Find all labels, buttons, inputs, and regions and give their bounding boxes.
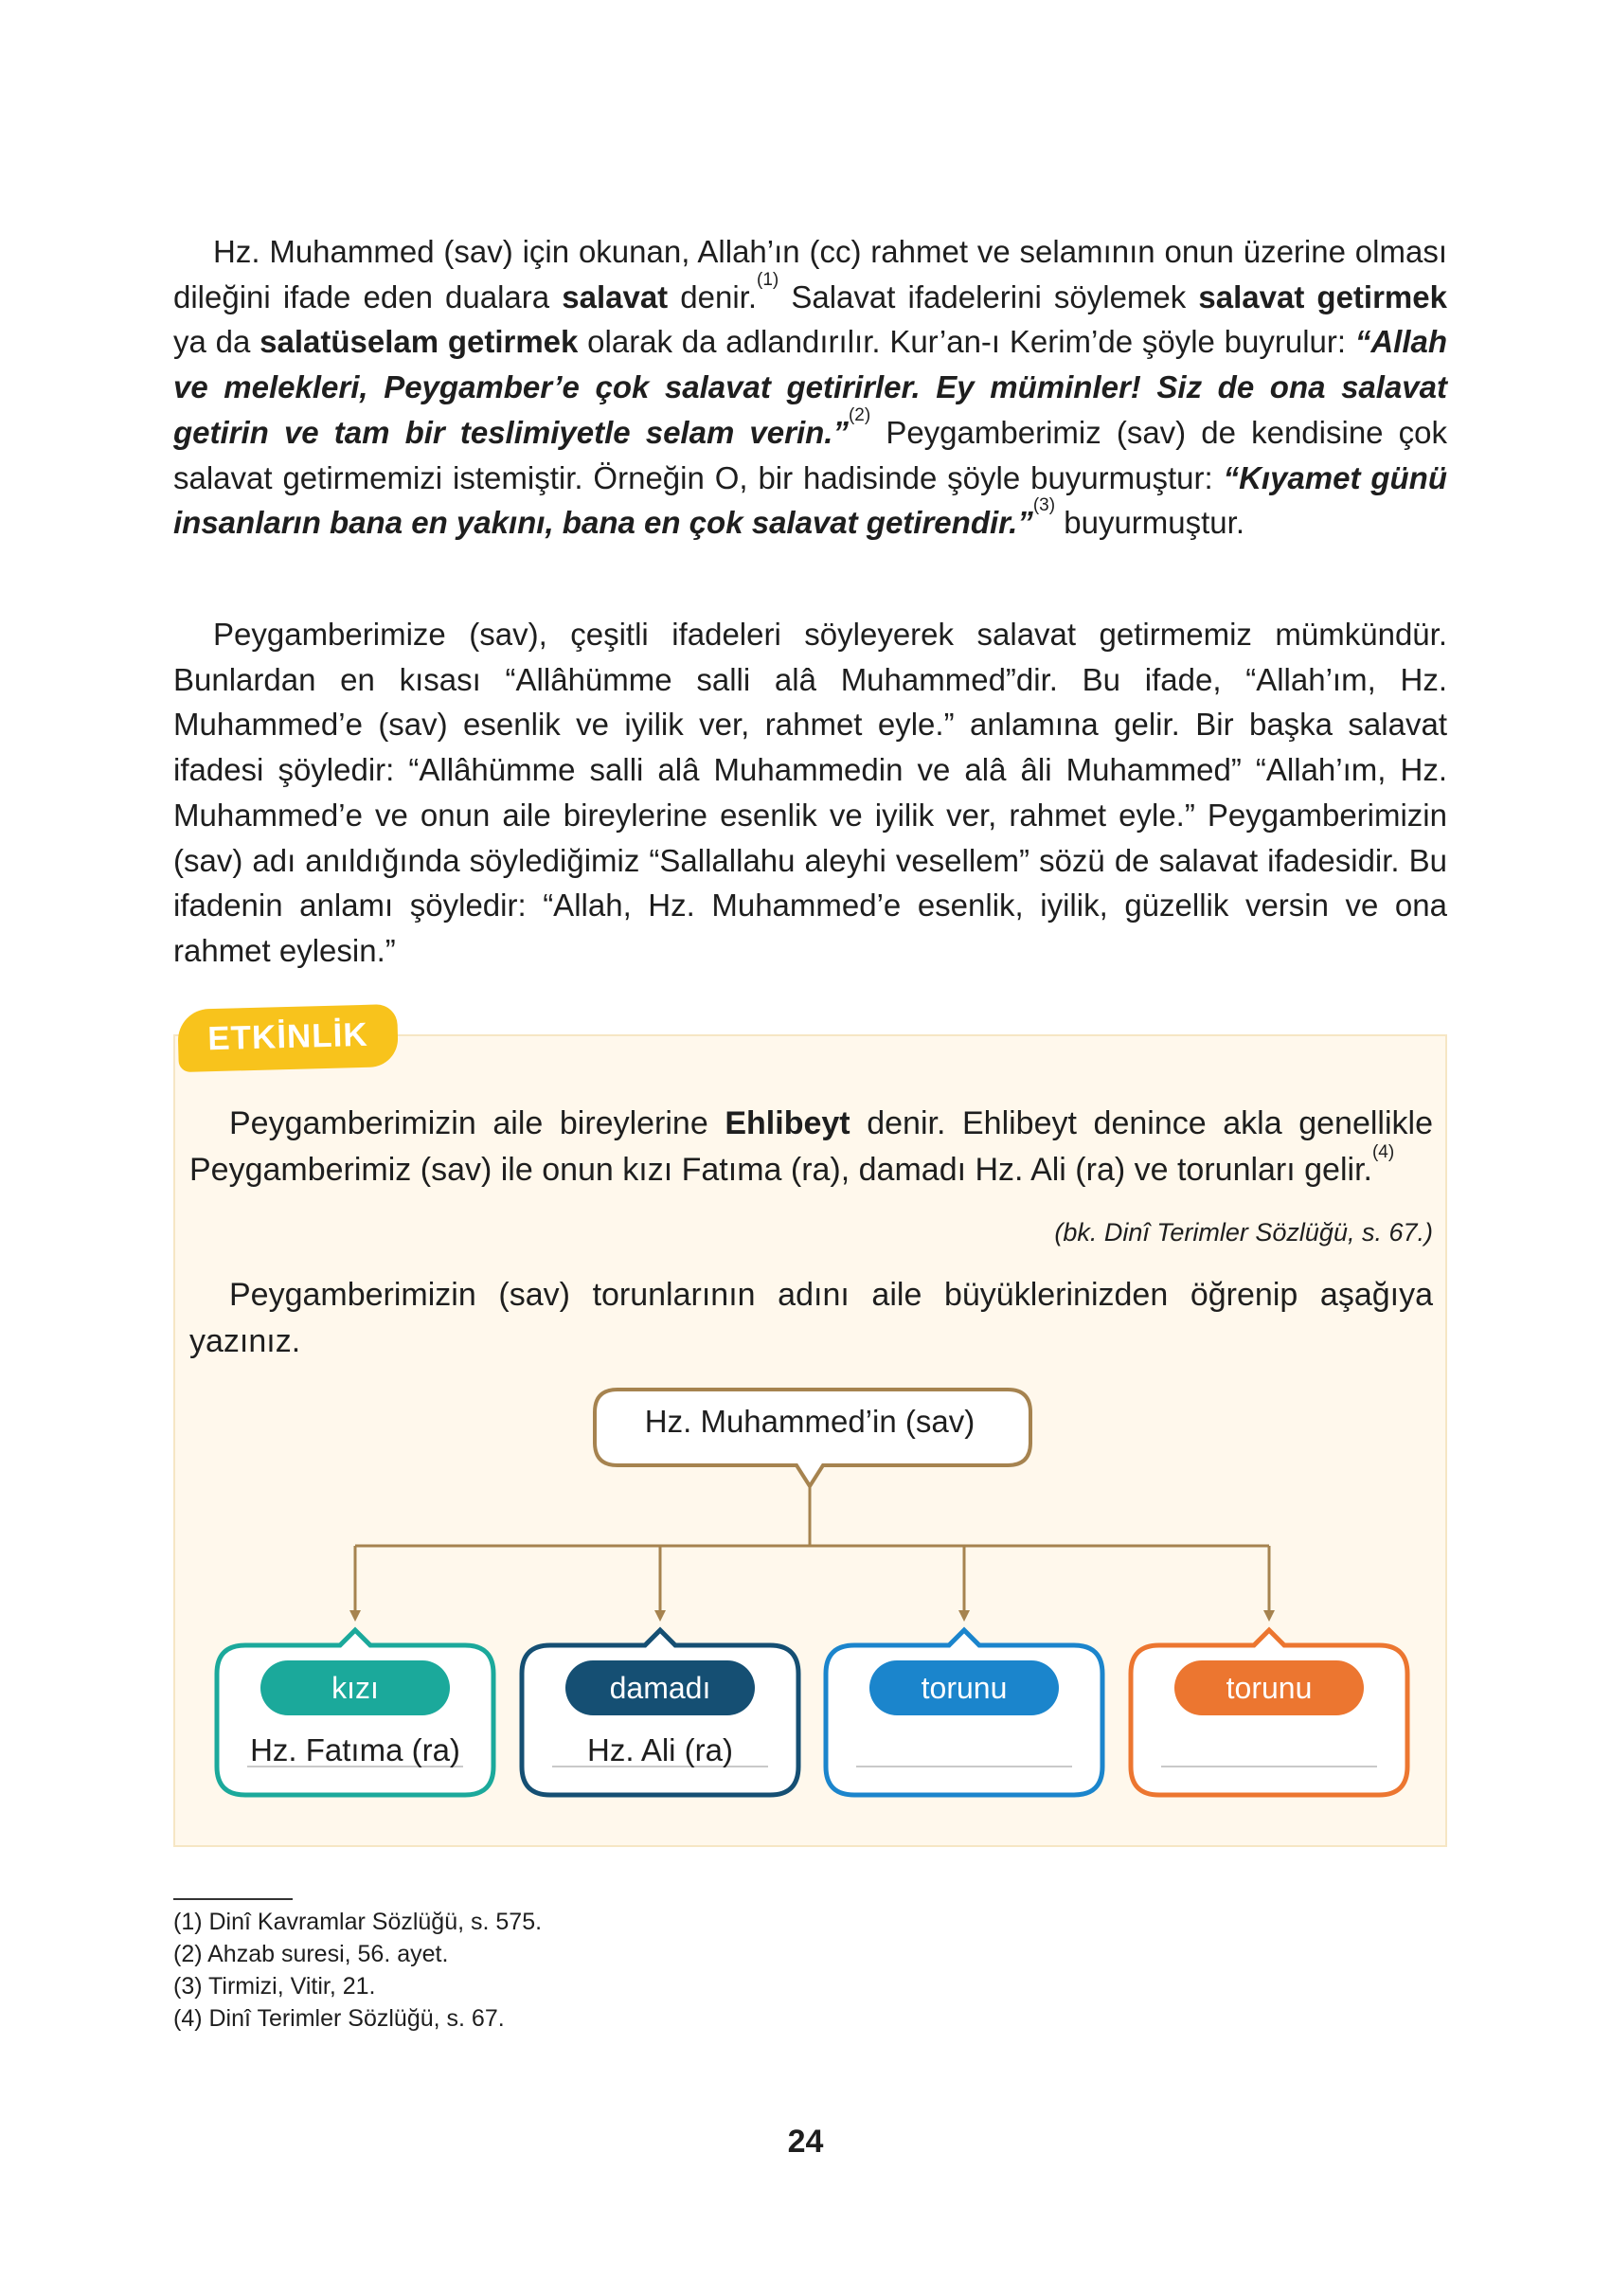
person-name: Hz. Ali (ra) xyxy=(586,1732,734,1767)
page-number: 24 xyxy=(787,2124,824,2160)
text: denir. Ehlibeyt denince akla genellikle Peygamberimiz (sav) ile onun kızı Fatıma (ra), damadı Hz. Ali (ra) ve torunları gelir. xyxy=(189,1105,1433,1188)
text: Peygamberimizin aile bireylerine xyxy=(229,1105,725,1141)
footnote-1: (1) Dinî Kavramlar Sözlüğü, s. 575. xyxy=(173,1909,543,1935)
relation-tag-label: damadı xyxy=(609,1671,711,1705)
paragraph-salavat-forms: Peygamberimize (sav), çeşitli ifadeleri söyleyerek salavat getirmemiz mümkündür. Bunlardan en kısası “Allâhümme salli alâ Muhammed”dir. Bu ifade, “Allah’ım, Hz. Muhammed’e (sav) esenlik ve iyilik ver, rahmet eyle.” anlamına gelir. Bir başka salavat ifadesi şöyledir: “Allâhümme salli alâ Muhammedin ve alâ âli Muhammed” “Allah’ım, Hz. Muhammed’e ve onun aile bireylerine esenlik ve iyilik ver, rahmet eyle.” Peygamberimizin (sav) adı anıldığında söylediğimiz “Sallallahu aleyhi vesellem” sözü de salavat ifadesidir. Bu ifadenin anlamı şöyledir: “Allah, Hz. Muhammed’e esenlik, iyilik, güzellik versin ve ona rahmet eylesin.” xyxy=(173,617,1447,968)
footnote-ref-3: (3) xyxy=(1032,495,1056,516)
activity-instruction: Peygamberimizin (sav) torunlarının adını aile büyüklerinizden öğrenip aşağıya yazınız. xyxy=(189,1277,1433,1359)
text: Peygamberimiz (sav) de kendisine çok salavat getirmemizi istemiştir. Örneğin O, bir hadisinde şöyle buyurmuştur: xyxy=(173,414,1448,495)
footnote-4: (4) Dinî Terimler Sözlüğü, s. 67. xyxy=(173,2005,505,2032)
activity-badge-label: ETKİNLİK xyxy=(206,1015,369,1058)
term-salatuselam: salatüselam getirmek xyxy=(260,324,579,360)
tree-connectors xyxy=(355,1486,1269,1616)
root-node-label: Hz. Muhammed’in (sav) xyxy=(644,1404,976,1439)
text: denir. xyxy=(668,278,758,314)
relation-tag-label: torunu xyxy=(921,1671,1008,1705)
relation-tag-label: torunu xyxy=(1226,1671,1313,1705)
text: ya da xyxy=(173,324,260,360)
relation-tag-label: kızı xyxy=(331,1671,379,1705)
child-node-3 xyxy=(826,1630,1102,1795)
root-node xyxy=(595,1390,1030,1486)
hadith-quote: “Kıyamet günü insanların bana en yakını, bana en çok salavat getirendir.” xyxy=(173,459,1447,541)
footnote-ref-4: (4) xyxy=(1371,1142,1395,1162)
child-node-4 xyxy=(1131,1630,1407,1795)
term-salavat-getirmek: salavat getirmek xyxy=(1198,278,1447,314)
footnote-separator xyxy=(173,1898,293,1900)
text: buyurmuştur. xyxy=(1055,505,1244,541)
footnote-ref-2: (2) xyxy=(848,404,871,425)
text: Salavat ifadelerini söylemek xyxy=(779,278,1199,314)
footnote-ref-1: (1) xyxy=(757,269,779,290)
footnote-3: (3) Tirmizi, Vitir, 21. xyxy=(173,1973,376,2000)
child-nodes xyxy=(217,1630,1407,1795)
source-citation: (bk. Dinî Terimler Sözlüğü, s. 67.) xyxy=(1054,1218,1433,1247)
child-node-1 xyxy=(217,1630,493,1795)
text: olarak da adlandırılır. Kur’an-ı Kerim’de şöyle buyrulur: xyxy=(578,324,1355,360)
person-name: Hz. Fatıma (ra) xyxy=(250,1732,460,1767)
quran-quote: “Allah ve melekleri, Peygamber’e çok salavat getirirler. Ey müminler! Siz de ona salavat getirin ve tam bir teslimiyetle selam verin.” xyxy=(173,324,1448,450)
term-salavat: salavat xyxy=(562,278,669,314)
child-node-2 xyxy=(522,1630,798,1795)
text: Hz. Muhammed (sav) için okunan, Allah’ın (cc) rahmet ve selamının onun üzerine olması dileğini ifade eden dualara xyxy=(173,234,1447,314)
term-ehlibeyt: Ehlibeyt xyxy=(725,1105,850,1141)
footnote-2: (2) Ahzab suresi, 56. ayet. xyxy=(173,1941,449,1967)
